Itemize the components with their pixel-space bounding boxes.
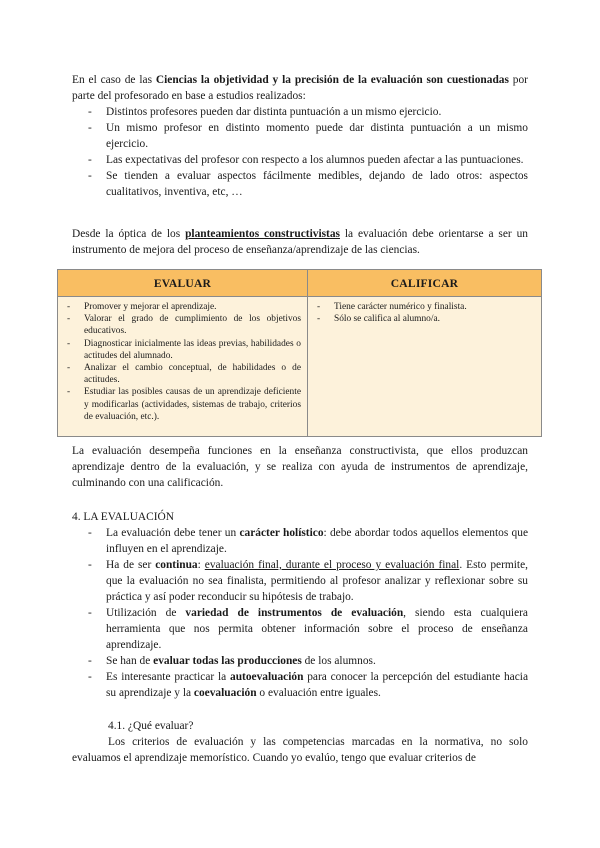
intro-lead: En el caso de las xyxy=(72,74,156,86)
subsection-paragraph: Los criterios de evaluación y las competencias marcadas en la normativa, no solo evaluamos el aprendizaje memorístico. Cuando yo evalúo, tengo que evaluar criterios de xyxy=(72,736,528,764)
table-header-evaluar: EVALUAR xyxy=(58,270,308,297)
functions-paragraph: La evaluación desempeña funciones en la enseñanza constructivista, que ellos produzcan aprendizaje dentro de la evaluación, y se realiza con ayuda de instrumentos de aprendizaje, culminando con una calificación. xyxy=(72,445,528,489)
intro-tail: por parte del profesorado en base a estudios realizados: xyxy=(72,74,528,102)
list-item: - Distintos profesores pueden dar distinta puntuación a un mismo ejercicio. xyxy=(88,106,442,118)
list-item: - Se tienden a evaluar aspectos fácilmente medibles, dejando de lado otros: aspectos cualitativos, inventiva, etc, … xyxy=(88,170,528,198)
list-item: - Analizar el cambio conceptual, de habilidades o de actitudes. xyxy=(67,363,301,386)
list-item: - Es interesante practicar la autoevaluación para conocer la percepción del estudiante hacia su aprendizaje y la coevaluación o evaluación entre iguales. xyxy=(88,671,528,699)
list-item: - Se han de evaluar todas las producciones de los alumnos. xyxy=(88,655,376,667)
table-header-calificar: CALIFICAR xyxy=(308,270,542,297)
list-item: - Utilización de variedad de instrumentos de evaluación, siendo esta cualquiera herramienta que nos permita obtener información sobre el proceso de enseñanza aprendizaje. xyxy=(88,607,528,651)
constructivist-term: planteamientos constructivistas xyxy=(185,228,340,240)
subsection-heading: 4.1. ¿Qué evaluar? xyxy=(108,720,194,732)
list-item: - Sólo se califica al alumno/a. xyxy=(317,314,440,325)
intro-bold: Ciencias la objetividad y la precisión de la evaluación son cuestionadas xyxy=(155,74,509,86)
constructivist-paragraph: Desde la óptica de los planteamientos constructivistas la evaluación debe orientarse a ser un instrumento de mejora del proceso de enseñanza/aprendizaje de las ciencias. xyxy=(72,228,528,256)
list-item: - Diagnosticar inicialmente las ideas previas, habilidades o actitudes del alumnado. xyxy=(67,338,301,361)
list-item: - Tiene carácter numérico y finalista. xyxy=(317,302,467,312)
list-item: - La evaluación debe tener un carácter holístico: debe abordar todos aquellos elementos que influyen en el aprendizaje. xyxy=(88,527,529,555)
list-item: - Un mismo profesor en distinto momento puede dar distinta puntuación a un mismo ejercicio. xyxy=(88,122,528,150)
list-item: - Las expectativas del profesor con respecto a los alumnos pueden afectar a las puntuaciones. xyxy=(88,154,524,166)
calificar-cell xyxy=(308,297,542,437)
list-item: - Ha de ser continua: evaluación final, durante el proceso y evaluación final. Esto permite, que la evaluación no sea finalista, permitiendo al profesor analizar y reflexionar sobre su práctica y así poder reconducir su hipótesis de trabajo. xyxy=(88,559,528,603)
objectivity-list xyxy=(72,104,528,200)
section-heading: 4. LA EVALUACIÓN xyxy=(72,511,174,523)
list-item: - Valorar el grado de cumplimiento de los objetivos educativos. xyxy=(67,314,301,337)
evaluar-calificar-table xyxy=(57,269,542,437)
list-item: - Promover y mejorar el aprendizaje. xyxy=(67,302,217,312)
evaluar-cell xyxy=(58,297,308,437)
intro-paragraph xyxy=(72,72,528,104)
list-item: - Estudiar las posibles causas de un aprendizaje deficiente y modificarlas (actividades, sistemas de trabajo, criterios de evaluación, etc.). xyxy=(67,387,301,422)
evaluation-list xyxy=(72,525,528,701)
